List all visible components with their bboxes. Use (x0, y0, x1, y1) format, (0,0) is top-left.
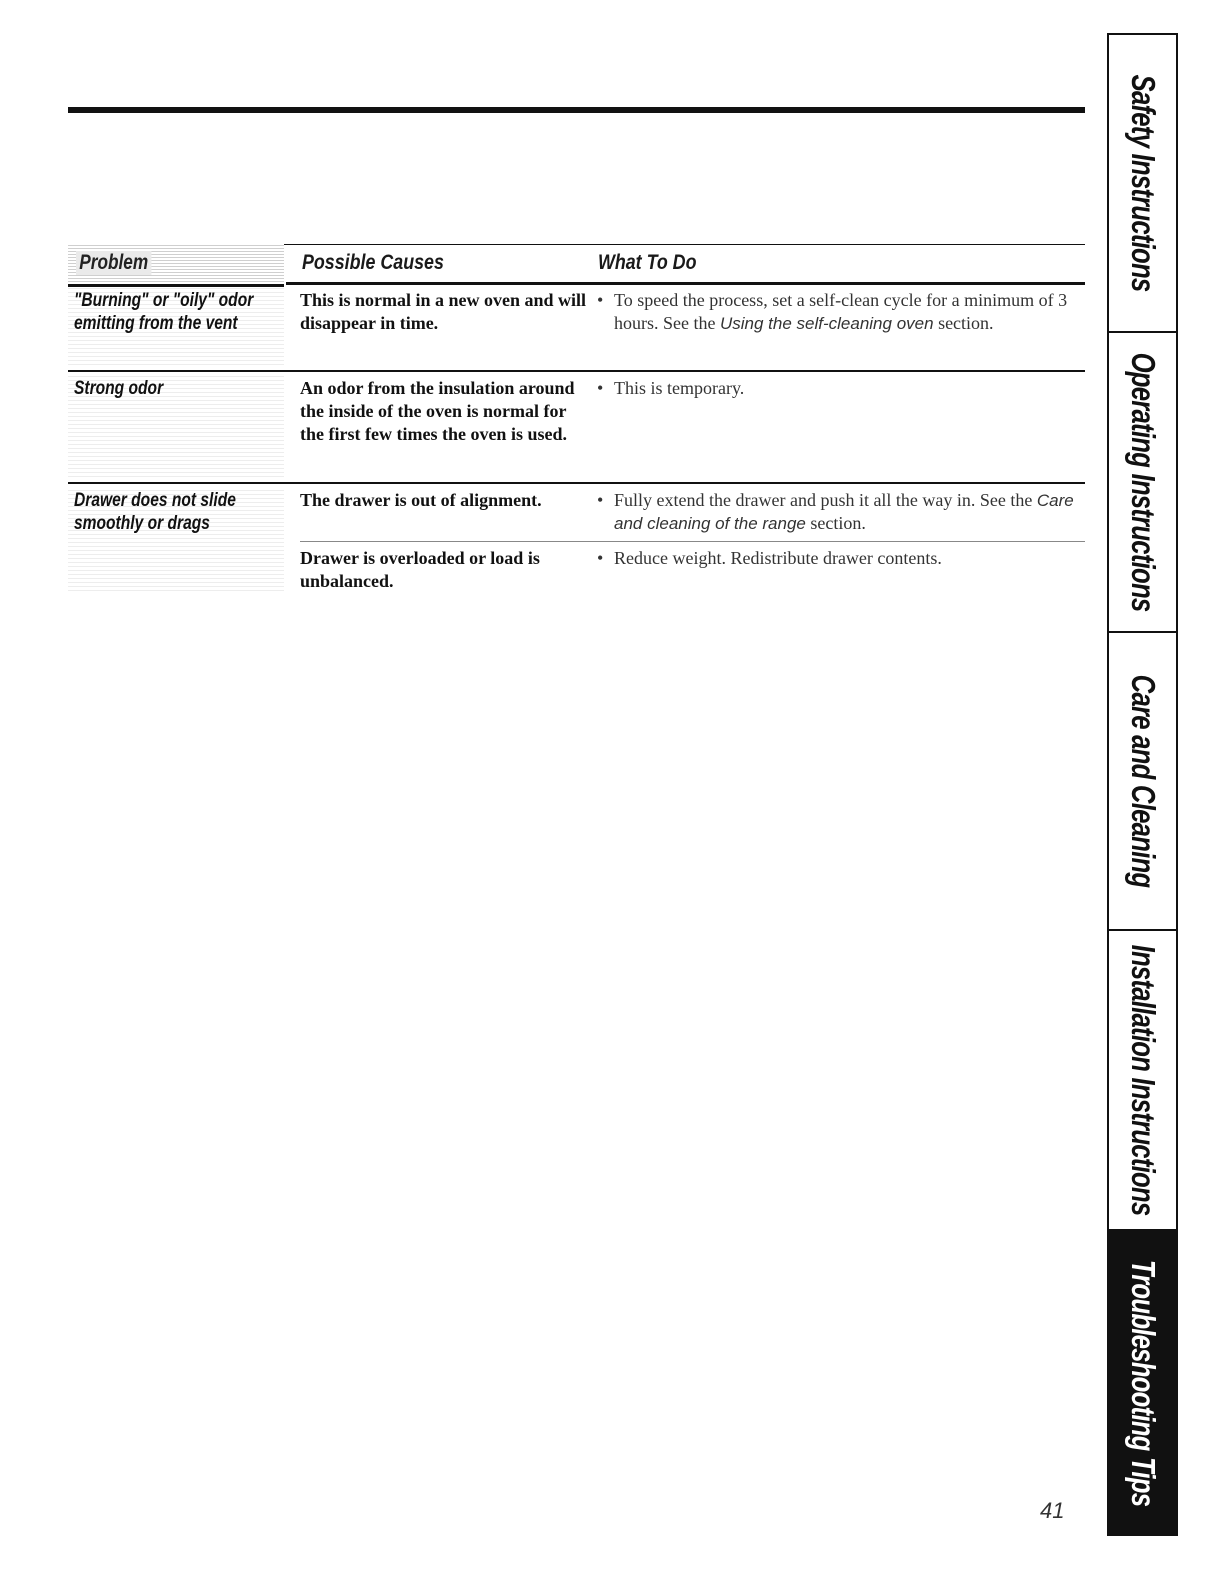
todo-text-part: This is temporary. (614, 378, 745, 398)
bullet: • (597, 378, 604, 398)
tab-operating-instructions[interactable] (1107, 333, 1178, 633)
cause-text: Drawer is overloaded or load is unbalanced. (300, 548, 540, 591)
problem-cell (68, 288, 284, 368)
todo-text (597, 377, 1094, 400)
tab-care-and-cleaning[interactable] (1107, 633, 1178, 931)
tab-label: Safety Instructions (1124, 74, 1162, 292)
tab-label: Care and Cleaning (1124, 674, 1162, 888)
problem-text: emitting from the vent (74, 313, 238, 334)
problem-text: "Burning" or "oily" odor (74, 290, 254, 311)
problem-cell (68, 488, 284, 594)
sub-row-divider (300, 541, 1085, 542)
row-divider (68, 370, 1085, 372)
cause-text: This is normal in a new oven and will disappear in time. (300, 290, 587, 333)
problem-header (68, 244, 284, 287)
todo-text-part: Fully extend the drawer and push it all the way in. See the (614, 490, 1037, 510)
cause-text: An odor from the insulation around the inside of the oven is normal for the first few times the oven is used. (300, 378, 575, 444)
bullet: • (597, 290, 604, 310)
todo-header: What To Do (598, 251, 697, 274)
bullet: • (597, 490, 604, 510)
todo-text-part: To speed the process, set a self-clean cycle for a minimum of 3 hours. See the (614, 290, 1068, 333)
problem-text: Strong odor (74, 378, 164, 399)
problem-text: smoothly or drags (74, 513, 210, 534)
todo-section-ref: Using the self-cleaning oven (719, 314, 934, 333)
todo-text (597, 547, 1094, 570)
problem-text: Drawer does not slide (74, 490, 236, 511)
page-number: 41 (1040, 1498, 1065, 1523)
todo-text-part: section. (933, 313, 994, 333)
causes-header: Possible Causes (302, 251, 444, 274)
tab-troubleshooting-tips[interactable] (1107, 1231, 1178, 1536)
tab-label: Operating Instructions (1124, 352, 1162, 612)
header-bottom-rule (286, 282, 1085, 285)
tab-label: Troubleshooting Tips (1124, 1259, 1162, 1506)
problem-cell (68, 376, 284, 480)
section-tabs (1107, 33, 1180, 1536)
todo-text-part: Reduce weight. Redistribute drawer contents. (614, 548, 942, 568)
todo-text (597, 489, 1094, 535)
todo-text (597, 289, 1094, 335)
todo-text-part: section. (805, 513, 866, 533)
top-rule (68, 107, 1085, 113)
todo-section-ref: Care and cleaning of the range (614, 491, 1074, 533)
cause-text: The drawer is out of alignment. (300, 490, 542, 510)
problem-header-label: Problem (76, 251, 151, 275)
row-divider (68, 482, 1085, 484)
tab-safety-instructions[interactable] (1107, 33, 1178, 333)
bullet: • (597, 548, 604, 568)
tab-installation-instructions[interactable] (1107, 931, 1178, 1231)
tab-label: Installation Instructions (1124, 944, 1162, 1216)
